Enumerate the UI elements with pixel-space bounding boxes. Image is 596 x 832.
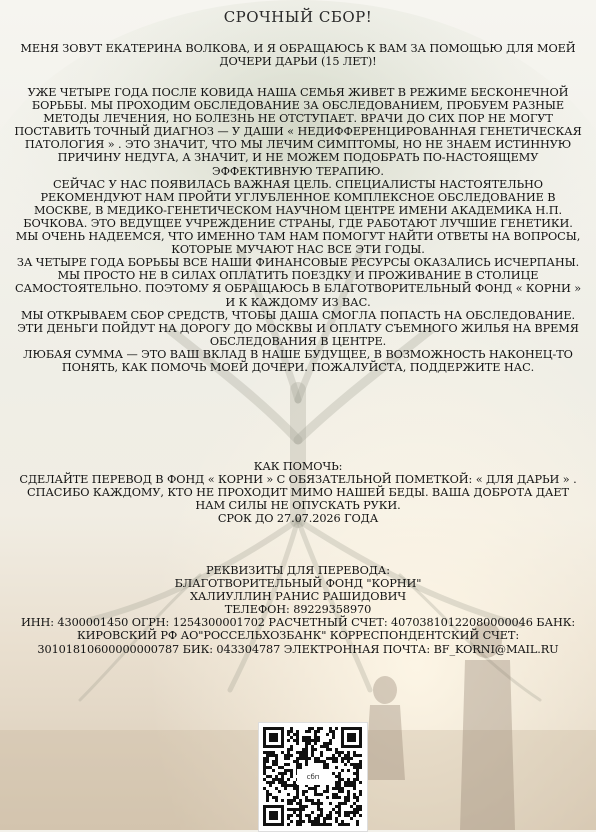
how-to-help-text: СДЕЛАЙТЕ ПЕРЕВОД В ФОНД « КОРНИ » С ОБЯЗАТЕЛЬНОЙ ПОМЕТКОЙ: « ДЛЯ ДАРЬИ » . СПАСИБО КАЖДОМУ, КТО НЕ ПРОХОДИТ МИМО НАШЕЙ БЕДЫ. ВАША ДОБРОТА ДАЕТ НАМ СИЛЫ НЕ ОПУСКАТЬ РУКИ. <box>19 473 577 513</box>
sbp-badge: сбп <box>297 769 329 785</box>
story-paragraph: УЖЕ ЧЕТЫРЕ ГОДА ПОСЛЕ КОВИДА НАША СЕМЬЯ ЖИВЕТ В РЕЖИМЕ БЕСКОНЕЧНОЙ БОРЬБЫ. МЫ ПРОХОДИМ ОБСЛЕДОВАНИЕ ЗА ОБСЛЕДОВАНИЕМ, ПРОБУЕМ РАЗНЫЕ МЕТОДЫ ЛЕЧЕНИЯ, НО БОЛЕЗНЬ НЕ ОТСТУПАЕТ. ВРАЧИ ДО СИХ ПОР НЕ МОГУТ ПОСТАВИТЬ ТОЧНЫЙ ДИАГНОЗ — У ДАШИ « НЕДИФФЕРЕНЦИРОВАННАЯ ГЕНЕТИЧЕСКАЯ ПАТОЛОГИЯ » . ЭТО ЗНАЧИТ, ЧТО МЫ ЛЕЧИМ СИМПТОМЫ, НО НЕ ЗНАЕМ ИСТИННУЮ ПРИЧИНУ НЕДУГА, А ЗНАЧИТ, И НЕ МОЖЕМ ПОДОБРАТЬ ПО-НАСТОЯЩЕМУ ЭФФЕКТИВНУЮ ТЕРАПИЮ. <box>14 86 582 178</box>
fund-name: БЛАГОТВОРИТЕЛЬНЫЙ ФОНД "КОРНИ" <box>174 577 422 591</box>
contact-name: ХАЛИУЛЛИН РАНИС РАШИДОВИЧ <box>189 590 406 604</box>
how-to-help-section <box>14 460 582 525</box>
bank-details: ИНН: 4300001450 ОГРН: 1254300001702 РАСЧЕТНЫЙ СЧЕТ: 40703810122080000046 БАНК: КИРОВСКИЙ РФ АО"РОССЕЛЬХОЗБАНК" КОРРЕСПОНДЕНТСКИЙ СЧЕТ: 30101810600000000787 БИК: 043304787 ЭЛЕКТРОННАЯ ПОЧТА: BF_KORNI@MAIL.RU <box>20 616 576 656</box>
phone-number: ТЕЛЕФОН: 89229358970 <box>224 603 372 617</box>
story-section <box>14 86 582 374</box>
story-paragraph: ЛЮБАЯ СУММА — ЭТО ВАШ ВКЛАД В НАШЕ БУДУЩЕЕ, В ВОЗМОЖНОСТЬ НАКОНЕЦ-ТО ПОНЯТЬ, КАК ПОМОЧЬ МОЕЙ ДОЧЕРИ. ПОЖАЛУЙСТА, ПОДДЕРЖИТЕ НАС. <box>23 347 573 374</box>
intro-paragraph: МЕНЯ ЗОВУТ ЕКАТЕРИНА ВОЛКОВА, И Я ОБРАЩАЮСЬ К ВАМ ЗА ПОМОЩЬЮ ДЛЯ МОЕЙ ДОЧЕРИ ДАРЬИ (15 ЛЕТ)! <box>20 42 576 69</box>
story-paragraph: МЫ ОТКРЫВАЕМ СБОР СРЕДСТВ, ЧТОБЫ ДАША СМОГЛА ПОПАСТЬ НА ОБСЛЕДОВАНИЕ. ЭТИ ДЕНЬГИ ПОЙДУТ НА ДОРОГУ ДО МОСКВЫ И ОПЛАТУ СЪЕМНОГО ЖИЛЬЯ НА ВРЕМЯ ОБСЛЕДОВАНИЯ В ЦЕНТРЕ. <box>17 308 579 348</box>
story-paragraph: СЕЙЧАС У НАС ПОЯВИЛАСЬ ВАЖНАЯ ЦЕЛЬ. СПЕЦИАЛИСТЫ НАСТОЯТЕЛЬНО РЕКОМЕНДУЮТ НАМ ПРОЙТИ УГЛУБЛЕННОЕ КОМПЛЕКСНОЕ ОБСЛЕДОВАНИЕ В МОСКВЕ, В МЕДИКО-ГЕНЕТИЧЕСКОМ НАУЧНОМ ЦЕНТРЕ ИМЕНИ АКАДЕМИКА Н.П. БОЧКОВА. ЭТО ВЕДУЩЕЕ УЧРЕЖДЕНИЕ СТРАНЫ, ГДЕ РАБОТАЮТ ЛУЧШИЕ ГЕНЕТИКИ. МЫ ОЧЕНЬ НАДЕЕМСЯ, ЧТО ИМЕННО ТАМ НАМ ПОМОГУТ НАЙТИ ОТВЕТЫ НА ВОПРОСЫ, КОТОРЫЕ МУЧАЮТ НАС ВСЕ ЭТИ ГОДЫ. <box>15 177 581 257</box>
page-title: СРОЧНЫЙ СБОР! <box>223 8 373 26</box>
story-paragraph: ЗА ЧЕТЫРЕ ГОДА БОРЬБЫ ВСЕ НАШИ ФИНАНСОВЫЕ РЕСУРСЫ ОКАЗАЛИСЬ ИСЧЕРПАНЫ. МЫ ПРОСТО НЕ В СИЛАХ ОПЛАТИТЬ ПОЕЗДКУ И ПРОЖИВАНИЕ В СТОЛИЦЕ САМОСТОЯТЕЛЬНО. ПОЭТОМУ Я ОБРАЩАЮСЬ В БЛАГОТВОРИТЕЛЬНЫЙ ФОНД « КОРНИ » И К КАЖДОМУ ИЗ ВАС. <box>14 256 582 309</box>
how-to-help-heading: КАК ПОМОЧЬ: <box>253 460 343 473</box>
payment-qr-code[interactable] <box>258 722 368 832</box>
deadline-text: СРОК ДО 27.07.2026 ГОДА <box>217 512 379 526</box>
requisites-heading: РЕКВИЗИТЫ ДЛЯ ПЕРЕВОДА: <box>206 564 390 577</box>
requisites-section <box>14 564 582 656</box>
